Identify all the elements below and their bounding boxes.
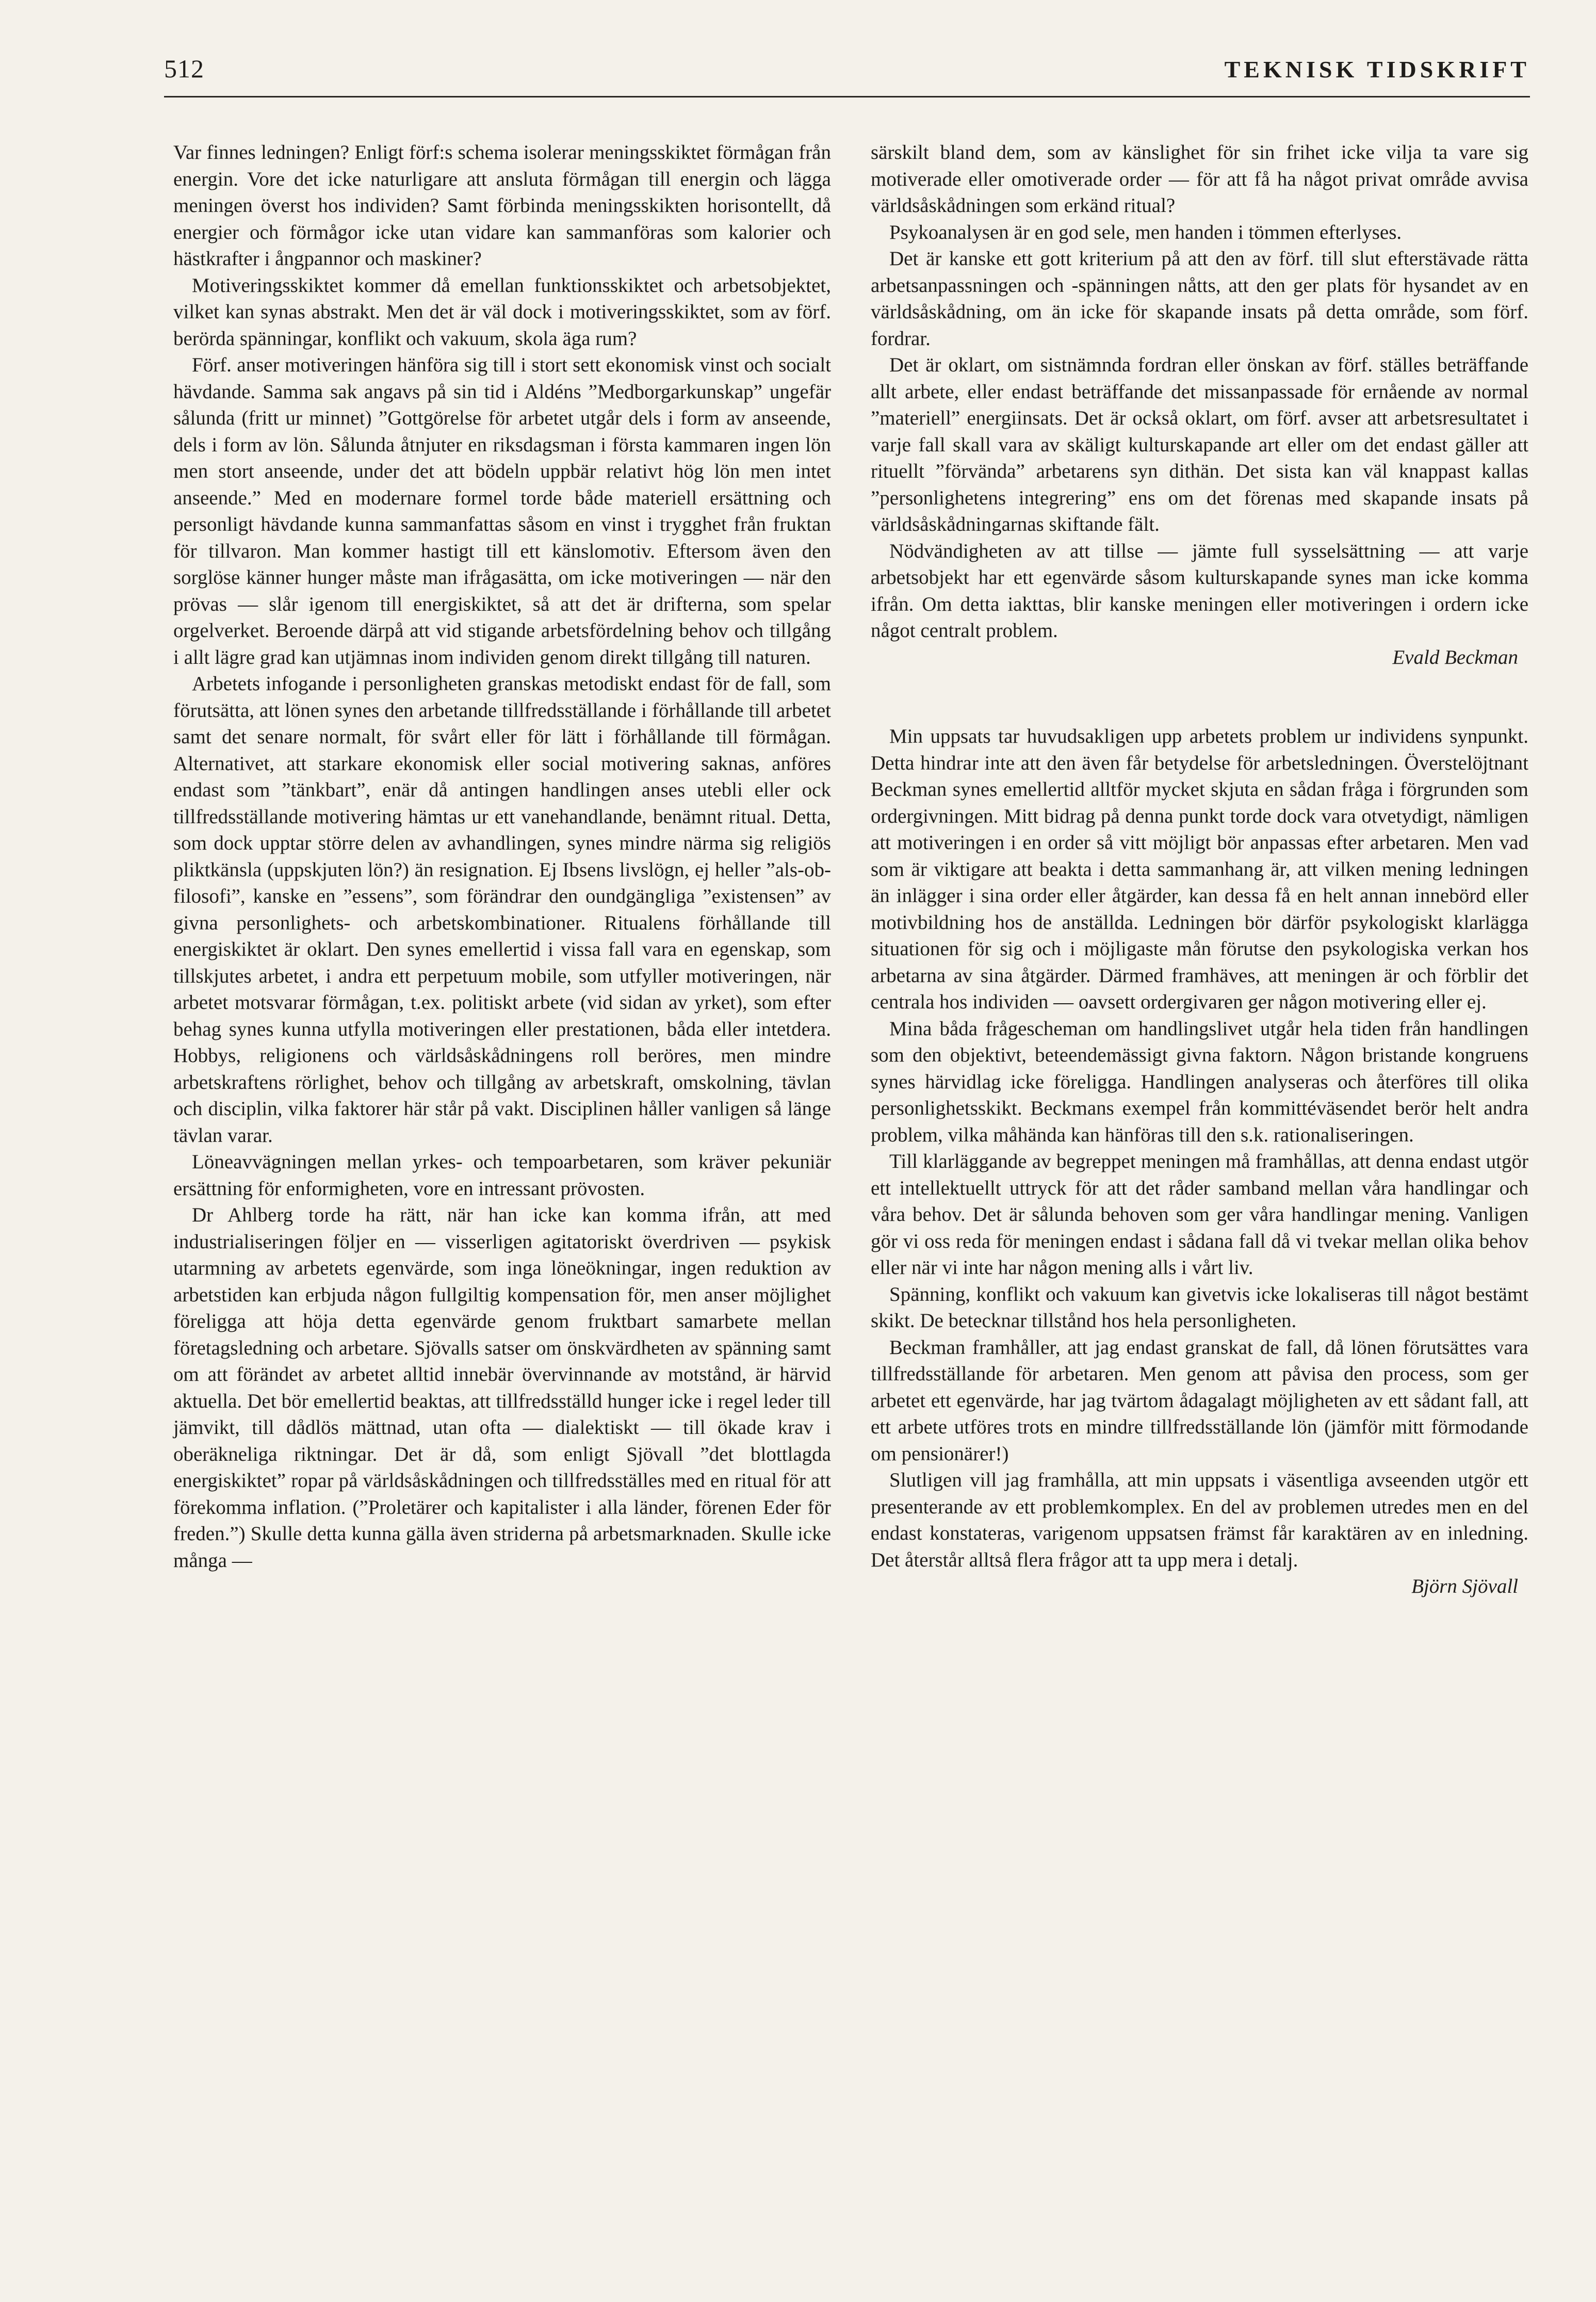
- paragraph: särskilt bland dem, som av känslighet för sin frihet icke vilja ta vare sig motiverade eller omotiverade order — för att få ha något privat område avvisa världsåskådningen som erkänd ritual?: [871, 141, 1528, 217]
- paragraph: Det är oklart, om sistnämnda fordran eller önskan av förf. ställes beträffande allt arbete, eller endast beträffande det missanpassade för ernående av normal ”materiell” energiinsats. Det är också oklart, om förf. avser att arbetsresultatet i varje fall skall vara av skäligt kulturskapande art eller om det endast gäller att rituellt ”förvända” arbetarens syn dithän. Det sista kan väl knappast kallas ”personlighetens integrering” ens om det förenas med skapande insats på världsåskådningarnas skiftande fält.: [871, 354, 1528, 535]
- article-beckman: [871, 139, 1528, 671]
- right-column: [871, 139, 1528, 1600]
- paragraph: Löneavvägningen mellan yrkes- och tempoarbetaren, som kräver pekuniär ersättning för enformigheten, vore en intressant prövosten.: [173, 1151, 831, 1200]
- header-rule: [164, 96, 1530, 97]
- paragraph: Spänning, konflikt och vakuum kan givetvis icke lokaliseras till något bestämt skikt. De betecknar tillstånd hos hela personligheten.: [871, 1283, 1528, 1332]
- paragraph: Det är kanske ett gott kriterium på att den av förf. till slut efterstävade rätta arbetsanpassningen och -spänningen nåtts, att den ger plats för hysandet av en världsåskådning, om än icke för skapande insats på detta område, som förf. fordrar.: [871, 248, 1528, 350]
- author-signature: Evald Beckman: [1392, 646, 1518, 668]
- paragraph: Slutligen vill jag framhålla, att min uppsats i väsentliga avseenden utgör ett presenterande av ett problemkomplex. En del av problemen utredes men en del endast konstateras, varigenom uppsatsen främst får karaktären av en inledning. Det återstår alltså flera frågor att ta upp mera i detalj.: [871, 1469, 1528, 1571]
- paragraph: Arbetets infogande i personligheten granskas metodiskt endast för de fall, som förutsätta, att lönen synes den arbetande tillfredsställande i förhållande till arbetet samt det senare normalt, för svårt eller för lätt i förhållande till förmågan. Alternativet, att starkare ekonomisk eller social motivering saknas, anföres endast som ”tänkbart”, enär då antingen handlingen anses utebli eller ock tillfredsställande motivering hämtas ur ett vanehandlande, benämnt ritual. Detta, som dock upptar större delen av avhandlingen, synes mindre närma sig religiös pliktkänsla (uppskjuten lön?) än resignation. Ej Ibsens livslögn, ej heller ”als-ob-filosofi”, kanske en ”essens”, som förändrar den oundgängliga ”existensen” av givna personlighets- och arbetskombinationer. Ritualens förhållande till energiskiktet är oklart. Den synes emellertid i vissa fall vara en egenskap, som tillskjutes arbetet, i andra ett perpetuum mobile, som utfyller motiveringen, när arbetet motsvarar förmågan, t.ex. politiskt arbete (vid sidan av yrket), som efter behag synes kunna utfylla motiveringen eller prestationen, båda eller intetdera. Hobbys, religionens och världsåskådningens roll beröres, men mindre arbetskraftens rörlighet, behov och tillgång av arbetskraft, omskolning, tävlan och disciplin, vilka faktorer här står på vakt. Disciplinen håller vanligen så länge tävlan varar.: [173, 673, 831, 1147]
- left-column: [173, 139, 831, 1574]
- article-sjovall: [871, 723, 1528, 1600]
- paragraph: Dr Ahlberg torde ha rätt, när han icke kan komma ifrån, att med industrialiseringen följer en — visserligen agitatoriskt överdriven — psykisk utarmning av arbetets egenvärde, som inga löneökningar, ingen reduktion av arbetstiden kan erbjuda någon fullgiltig kompensation för, men anser möjlighet föreligga att höja detta egenvärde genom fruktbart samarbete mellan företagsledning och arbetare. Sjövalls satser om önskvärdheten av spänning samt om att förändet av arbetet alltid innebär övervinnande av motstånd, är härvid aktuella. Det bör emellertid beaktas, att tillfredsställd hunger icke i regel leder till jämvikt, till dådlös mättnad, utan ofta — dialektiskt — till ökade krav i oberäkneliga riktningar. Det är då, som enligt Sjövall ”det blottlagda energiskiktet” ropar på världsåskådningen och tillfredsställes med en ritual för att förekomma inflation. (”Proletärer och kapitalister i alla länder, förenen Eder för freden.”) Skulle detta kunna gälla även striderna på arbetsmarknaden. Skulle icke många —: [173, 1204, 831, 1572]
- journal-title: TEKNISK TIDSKRIFT: [1224, 56, 1530, 83]
- page-number: 512: [164, 54, 204, 83]
- paragraph: Nödvändigheten av att tillse — jämte full sysselsättning — att varje arbetsobjekt har ett egenvärde såsom kulturskapande synes man icke komma ifrån. Om detta iakttas, blir kanske meningen eller motiveringen i ordern icke något centralt problem.: [871, 540, 1528, 642]
- paragraph: Till klarläggande av begreppet meningen må framhållas, att denna endast utgör ett intellektuellt uttryck för att det råder samband mellan våra handlingar och våra behov. Det är sålunda behoven som ger våra handlingar mening. Vanligen gör vi oss reda för meningen endast i sådana fall då vi tvekar mellan olika behov eller när vi inte har någon mening alls i vårt liv.: [871, 1150, 1528, 1279]
- paragraph: Psykoanalysen är en god sele, men handen i tömmen efterlyses.: [889, 221, 1402, 243]
- paragraph: Motiveringsskiktet kommer då emellan funktionsskiktet och arbetsobjektet, vilket kan synas abstrakt. Men det är väl dock i motiveringsskiktet, som av förf. berörda spänningar, konflikt och vakuum, skola äga rum?: [173, 274, 831, 350]
- paragraph: Beckman framhåller, att jag endast granskat de fall, då lönen förutsättes vara tillfredsställande för arbetaren. Men genom att påvisa den process, som ger arbetet ett egenvärde, har jag tvärtom ådagalagt möjligheten av ett sådant fall, att ett arbete utföres trots en mindre tillfredsställande lön (jämför mitt förmodande om pensionärer!): [871, 1336, 1528, 1465]
- paragraph: Mina båda frågescheman om handlingslivet utgår hela tiden från handlingen som den objektivt, beteendemässigt givna faktorn. Någon bristande kongruens synes härvidlag icke föreligga. Handlingen analyseras och återföres till olika personlighetsskikt. Beckmans exempel från kommittéväsendet berör helt andra problem, vilka måhända kan hänföras till den s.k. rationaliseringen.: [871, 1017, 1528, 1146]
- paragraph: Min uppsats tar huvudsakligen upp arbetets problem ur individens synpunkt. Detta hindrar inte att den även får betydelse för arbetsledningen. Överstelöjtnant Beckman synes emellertid alltför mycket skjuta en sådan fråga i förgrunden som ordergivningen. Mitt bidrag på denna punkt torde dock vara otvetydigt, nämligen att motiveringen i en order så vitt möjligt bör anpassas efter arbetaren. Men vad som är viktigare att beakta i detta sammanhang är, att vilken mening ledningen än inlägger i sina order eller åtgärder, kan dessa få en helt annan innebörd eller motivbildning hos de anställda. Ledningen bör därför psykologiskt klarlägga situationen för sig och i möjligaste mån förutse den psykologiska verkan hos arbetarna av sina åtgärder. Därmed framhäves, att meningen är och förblir det centrala hos individen — oavsett ordergivaren ger någon motivering eller ej.: [871, 725, 1528, 1013]
- author-signature: Björn Sjövall: [1411, 1575, 1518, 1597]
- page-header: [164, 54, 1530, 95]
- paragraph: Förf. anser motiveringen hänföra sig till i stort sett ekonomisk vinst och socialt hävdande. Samma sak angavs på sin tid i Aldéns ”Medborgarkunskap” ungefär sålunda (fritt ur minnet) ”Gottgörelse för arbetet utgår dels i form av anseende, dels i form av lön. Sålunda åtnjuter en riksdagsman i första kammaren ingen lön men stort anseende, under det att bödeln uppbär relativt hög lön men intet anseende.” Med en modernare formel torde både materiell ersättning och personligt hävdande kunna sammanfattas såsom en vinst i trygghet från fruktan för tillvaron. Man kommer hastigt till ett känslomotiv. Eftersom även den sorglöse känner hunger måste man ifrågasätta, om icke motiveringen — när den prövas — slår igenom till energiskiktet, så att det är drifterna, som spelar orgelverket. Beroende därpå att vid stigande arbetsfördelning behov och tillgång i allt lägre grad kan utjämnas inom individen genom direkt tillgång till naturen.: [173, 354, 831, 668]
- article-separator: [871, 671, 1528, 723]
- paragraph: Var finnes ledningen? Enligt förf:s schema isolerar meningsskiktet förmågan från energin. Vore det icke naturligare att ansluta förmågan till energin och lägga meningen överst hos individen? Samt förbinda meningsskikten horisontellt, då energier och förmågor icke utan vidare kan sammanföras som kalorier och hästkrafter i ångpannor och maskiner?: [173, 141, 831, 270]
